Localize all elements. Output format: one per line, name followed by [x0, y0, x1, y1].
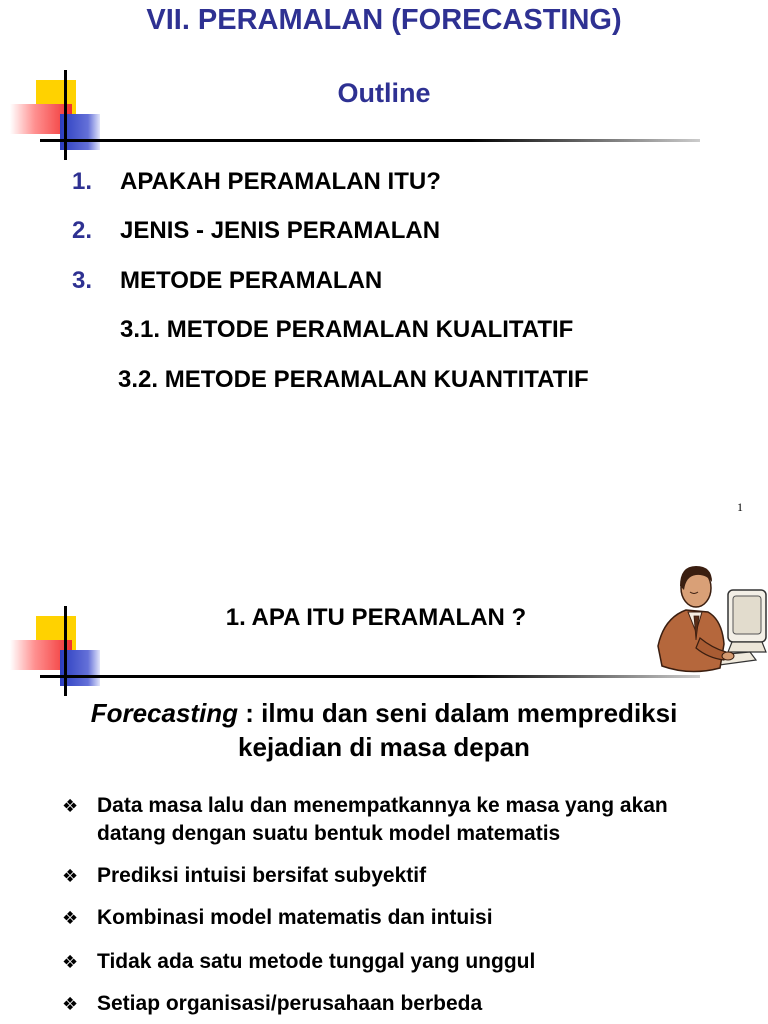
outline-item-number: 2. [72, 217, 93, 244]
businessman-at-computer-icon [650, 548, 768, 678]
diamond-bullet-icon: ❖ [62, 796, 79, 816]
diamond-bullet-icon: ❖ [62, 994, 79, 1014]
list-item-text: Prediksi intuisi bersifat subyektif [97, 864, 427, 887]
slide-subtitle: Outline [337, 78, 431, 108]
diamond-bullet-icon: ❖ [62, 908, 79, 928]
definition-line-2: kejadian di masa depan [238, 732, 530, 762]
definition-term: Forecasting [90, 698, 239, 728]
definition-text: : ilmu dan seni dalam memprediksi [238, 698, 678, 728]
page-number: 1 [737, 500, 743, 514]
outline-item-number: 3. [72, 267, 93, 294]
outline-item-number: 1. [72, 168, 93, 195]
list-item-text: Tidak ada satu metode tunggal yang unggul [97, 950, 536, 973]
list-item-text: Setiap organisasi/perusahaan berbeda [97, 992, 483, 1015]
outline-item [72, 267, 382, 295]
diamond-bullet-icon: ❖ [62, 866, 79, 886]
outline-item-label: APAKAH PERAMALAN ITU? [120, 168, 441, 195]
outline-item-label: METODE PERAMALAN [120, 267, 383, 294]
definition-line-1 [0, 696, 768, 730]
slide-title: VII. PERAMALAN (FORECASTING) [146, 4, 622, 36]
slide-2 [0, 528, 768, 1024]
list-item-text: Data masa lalu dan menempatkannya ke masa yang akan datang dengan suatu bentuk model matematis [97, 794, 668, 845]
decoration-horizontal-line [40, 675, 700, 678]
decoration-horizontal-line [40, 139, 700, 142]
list-item-text: Kombinasi model matematis dan intuisi [97, 906, 493, 929]
outline-item [72, 217, 440, 245]
outline-item-label: JENIS - JENIS PERAMALAN [120, 217, 441, 244]
slide-title: 1. APA ITU PERAMALAN ? [225, 604, 527, 631]
definition [0, 696, 768, 764]
outline-item [72, 168, 441, 196]
outline-subitem: 3.1. METODE PERAMALAN KUALITATIF [120, 316, 574, 343]
diamond-bullet-icon: ❖ [62, 952, 79, 972]
outline-subitem: 3.2. METODE PERAMALAN KUANTITATIF [118, 366, 589, 393]
